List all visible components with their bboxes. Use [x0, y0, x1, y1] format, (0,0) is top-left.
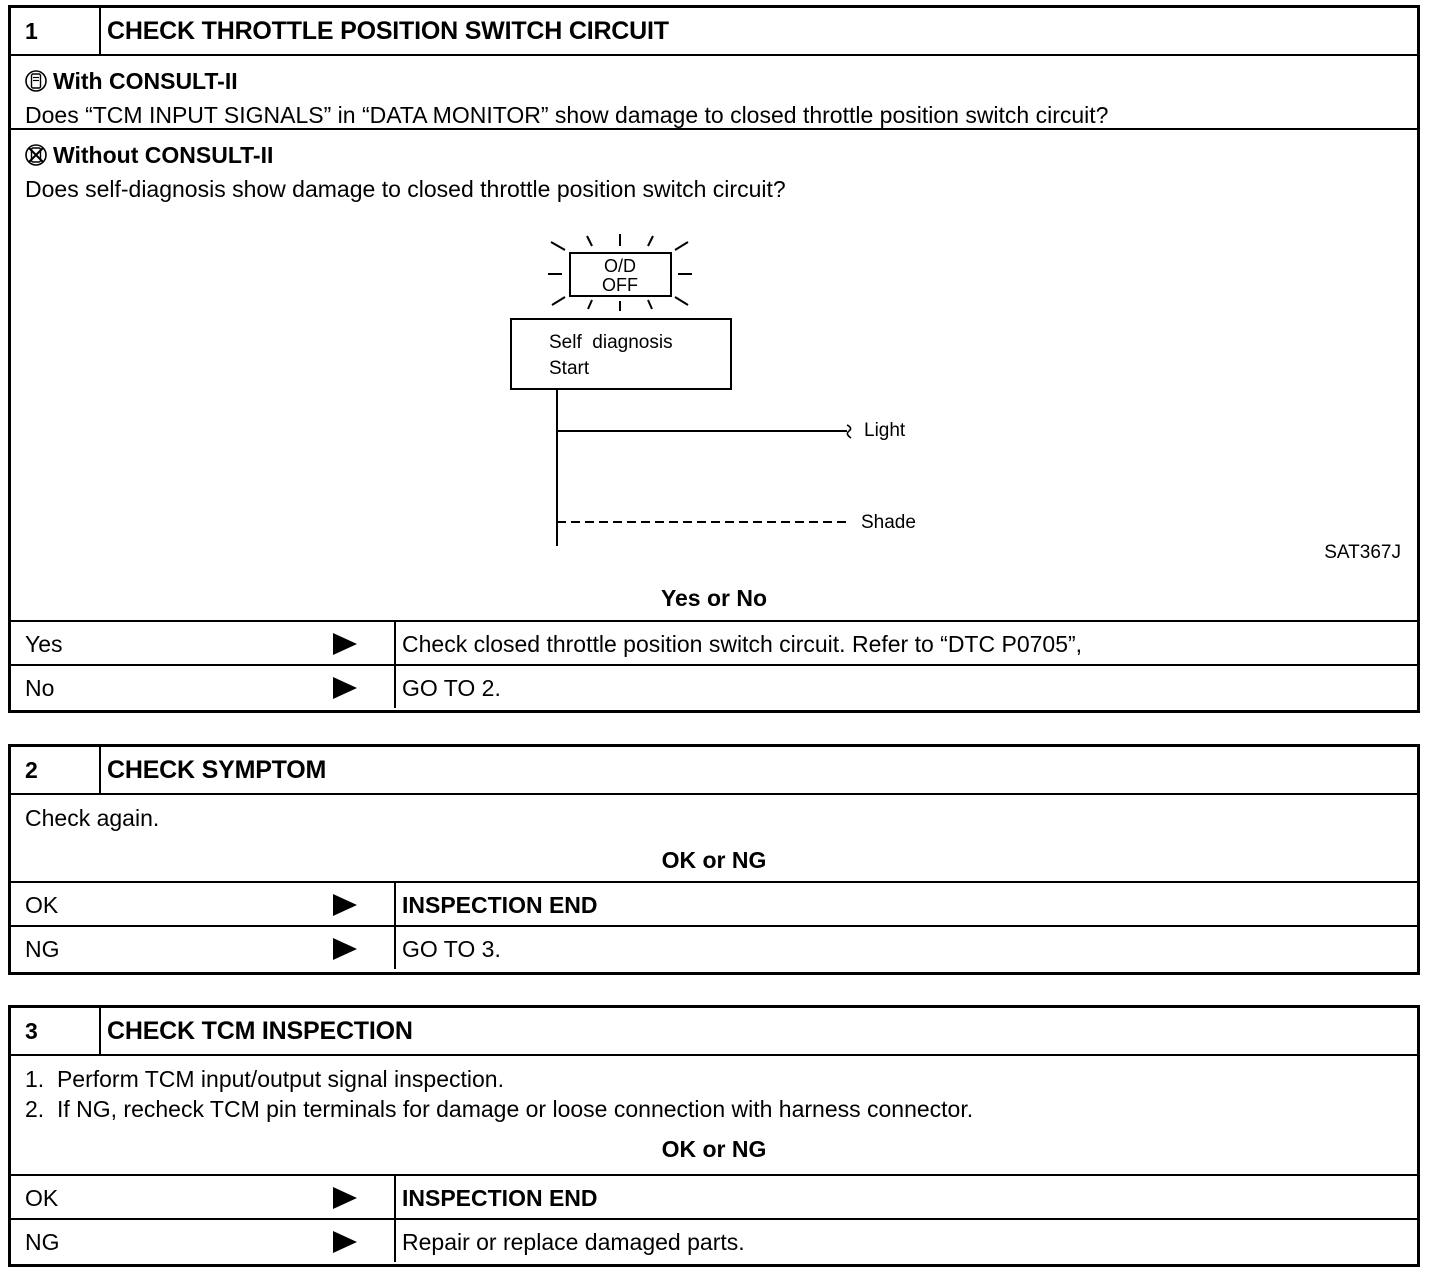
with-consult-label: With CONSULT-II	[53, 68, 238, 94]
answer-label: Yes	[25, 631, 63, 657]
box-line1: Self diagnosis	[549, 332, 673, 353]
step-number: 2	[11, 747, 101, 793]
without-consult-question: Does self-diagnosis show damage to closed throttle position switch circuit?	[25, 176, 786, 202]
arrow-right-icon	[333, 1231, 357, 1253]
question-label: Yes or No	[660, 585, 768, 611]
instruction-line: 1. Perform TCM input/output signal inspection.	[25, 1066, 504, 1092]
step-title: CHECK SYMPTOM	[107, 756, 327, 784]
answer-label: OK	[25, 1185, 59, 1211]
answer-label: NG	[25, 1229, 60, 1255]
figure-code: SAT367J	[1324, 542, 1401, 563]
answer-result: INSPECTION END	[402, 892, 598, 918]
with-consult-question: Does “TCM INPUT SIGNALS” in “DATA MONITOR” show damage to closed throttle position switch circuit?	[25, 102, 1109, 128]
with-consult-section	[11, 54, 1417, 128]
question-label: OK or NG	[661, 847, 767, 873]
without-consult-section	[11, 128, 1417, 620]
light-label: Light	[864, 420, 906, 441]
arrow-right-icon	[333, 677, 357, 699]
answer-row	[11, 664, 1417, 708]
answer-row	[11, 881, 1417, 925]
arrow-right-icon	[333, 938, 357, 960]
answer-result: GO TO 3.	[402, 936, 501, 962]
step-number: 1	[11, 8, 101, 54]
step-2-body	[11, 793, 1417, 881]
self-diagnosis-diagram	[11, 130, 1417, 610]
answer-row	[11, 1174, 1417, 1218]
answer-label: OK	[25, 892, 59, 918]
step-title: CHECK TCM INSPECTION	[107, 1017, 413, 1045]
step-3-block	[8, 1005, 1420, 1267]
step-2-header	[11, 747, 1417, 793]
step-1-block	[8, 5, 1420, 713]
step-2-block	[8, 744, 1420, 975]
step-number: 3	[11, 1008, 101, 1054]
answer-row	[11, 620, 1417, 664]
step-text: Check again.	[25, 805, 160, 831]
answer-row	[11, 925, 1417, 969]
step-3-header	[11, 1008, 1417, 1054]
self-diagnosis-box	[511, 319, 731, 389]
step-1-header	[11, 8, 1417, 54]
answer-result: INSPECTION END	[402, 1185, 598, 1211]
answer-row	[11, 1218, 1417, 1262]
answer-result: Check closed throttle position switch circuit. Refer to “DTC P0705”,	[402, 631, 1083, 657]
answer-result: Repair or replace damaged parts.	[402, 1229, 745, 1255]
without-consult-label: Without CONSULT-II	[53, 142, 274, 168]
arrow-right-icon	[333, 1187, 357, 1209]
lamp-line1: O/D	[603, 256, 637, 276]
answer-label: NG	[25, 936, 60, 962]
box-line2: Start	[549, 358, 590, 379]
question-label: OK or NG	[661, 1136, 767, 1162]
arrow-right-icon	[333, 894, 357, 916]
consult-icon	[25, 69, 47, 100]
step-title: CHECK THROTTLE POSITION SWITCH CIRCUIT	[107, 17, 669, 45]
light-line-end	[847, 425, 851, 438]
answer-result: GO TO 2.	[402, 675, 501, 701]
shade-label: Shade	[861, 512, 916, 533]
instruction-line: 2. If NG, recheck TCM pin terminals for damage or loose connection with harness connector.	[25, 1096, 974, 1122]
answer-label: No	[25, 675, 55, 701]
lamp-line2: OFF	[602, 275, 638, 295]
arrow-right-icon	[333, 633, 357, 655]
step-3-body	[11, 1054, 1417, 1174]
